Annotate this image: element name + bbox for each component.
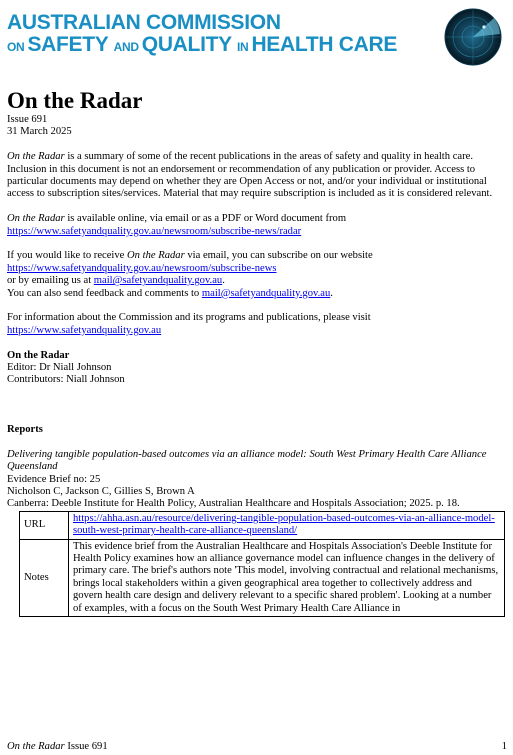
table-row: [20, 511, 505, 539]
info-paragraph: For information about the Commission and its programs and publications, please visit: [7, 312, 371, 324]
issue-number: Issue 691: [7, 114, 48, 125]
notes-cell: This evidence brief from the Australian Healthcare and Hospitals Association's Deeble Institute for Health Policy examines how an alliance governance model can influence changes in the delivery of primary care. The brief's authors note 'This model, involving contractual and relational mechanisms, brings local stakeholders within a given geographical area together to collectively address and govern health care design and delivery relevant to a specific shared problem'. Looking at a number of examples, with a focus on the South West Primary Health Care Alliance in: [69, 539, 505, 616]
report-brief: Evidence Brief no: 25: [7, 473, 101, 485]
radar-link[interactable]: https://www.safetyandquality.gov.au/newsroom/subscribe-news/radar: [7, 225, 302, 237]
radar-icon: [444, 8, 502, 66]
intro-paragraph: On the Radar is a summary of some of the recent publications in the areas of safety and quality in health care. Inclusion in this document is not an endorsement or recommendation of any publication or provider. Access to particular documents may depend on whether they are Open Access or not, and/or your individual or institutional access to subscription sites/services. Material that may require subscription is included as it is considered relevant.: [7, 151, 493, 200]
subscribe-paragraph: If you would like to receive On the Radar via email, you can subscribe on our website: [7, 250, 373, 262]
url-cell: [69, 511, 505, 539]
report-table: [19, 511, 505, 617]
issue-date: 31 March 2025: [7, 126, 72, 138]
commission-logo: [7, 12, 397, 58]
report-publisher: Canberra: Deeble Institute for Health Policy, Australian Healthcare and Hospitals Association; 2025. p. 18.: [7, 498, 460, 510]
page-footer: [7, 741, 507, 753]
report-url-link[interactable]: https://ahha.asn.au/resource/delivering-tangible-population-based-outcomes-via-an-alliance-model-south-west-primary-health-care-alliance-queensland/: [73, 512, 495, 537]
feedback-line: You can also send feedback and comments to mail@safetyandquality.gov.au.: [7, 287, 333, 299]
page-number: 1: [501, 741, 507, 752]
report-authors: Nicholson C, Jackson C, Gillies S, Brown A: [7, 486, 195, 498]
reports-heading: Reports: [7, 424, 43, 436]
commission-link[interactable]: https://www.safetyandquality.gov.au: [7, 324, 162, 336]
report-title: Delivering tangible population-based outcomes via an alliance model: South West Primary Health Care Alliance Queensland: [7, 448, 487, 473]
url-label: URL: [20, 511, 69, 539]
page-content: [7, 88, 505, 617]
feedback-email-link[interactable]: mail@safetyandquality.gov.au: [201, 287, 331, 299]
notes-label: Notes: [20, 539, 69, 616]
credits-heading: On the Radar: [7, 349, 70, 361]
page-title: On the Radar: [7, 88, 143, 113]
email-line: or by emailing us at mail@safetyandquality.gov.au.: [7, 275, 225, 287]
footer-title: On the Radar Issue 691: [7, 741, 108, 752]
contributors-line: Contributors: Niall Johnson: [7, 374, 125, 386]
table-row: [20, 539, 505, 616]
logo-line-2: ON SAFETY AND QUALITY IN HEALTH CARE: [7, 33, 398, 56]
logo-line-1: AUSTRALIAN COMMISSION: [7, 11, 281, 34]
email-link[interactable]: mail@safetyandquality.gov.au: [93, 275, 223, 287]
subscribe-link[interactable]: https://www.safetyandquality.gov.au/newsroom/subscribe-news: [7, 262, 277, 274]
availability-paragraph: On the Radar is available online, via email or as a PDF or Word document from: [7, 213, 347, 225]
editor-line: Editor: Dr Niall Johnson: [7, 362, 112, 374]
